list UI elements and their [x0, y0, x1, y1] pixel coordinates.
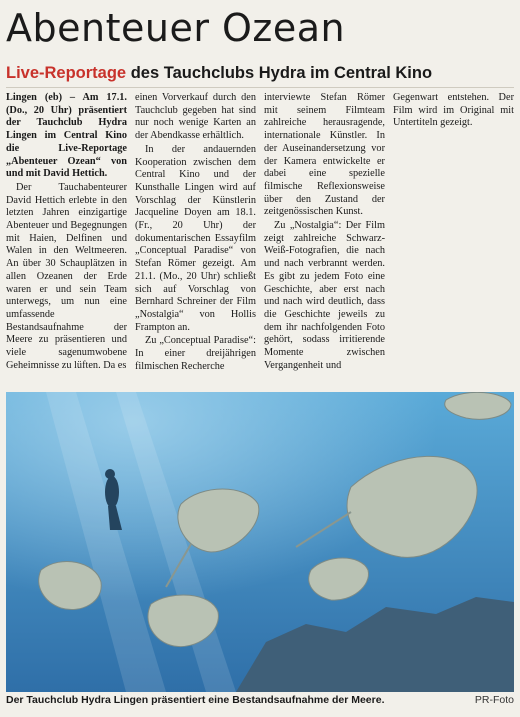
subhead-rest: des Tauchclubs Hydra im Central Kino [126, 64, 433, 82]
photo-caption: Der Tauchclub Hydra Lingen präsentiert eine Bestandsaufnahme der Meere. [6, 694, 385, 706]
photo-manta-rays [6, 392, 514, 692]
subhead-accent: Live-Reportage [6, 64, 127, 82]
column-1 [6, 92, 127, 373]
column-2 [135, 92, 256, 374]
article-body [6, 92, 514, 377]
underwater-scene [6, 392, 514, 692]
column-4 [393, 92, 514, 131]
subheadline [6, 64, 432, 83]
paragraph-1-cont: einen Vorverkauf durch den Tauchclub gegeben hat sind nur noch wenige Karten an der Abendkasse erhältlich. [135, 92, 256, 142]
divider [6, 87, 514, 88]
paragraph-3-cont: interviewte Stefan Römer mit seinem Filmteam zahlreiche herausragende, internationale Künstler. In der Auseinandersetzung vor der Kamera entwickelte er dabei eine spezielle filmische Reflexionsweise über den Zustand der zeitgenössischen Kunst. [264, 92, 385, 218]
paragraph-2: In der andauernden Kooperation zwischen dem Central Kino und der Kunsthalle Lingen wird auf Vorschlag der Künstlerin Jacqueline Doyen am 18.1. (Fr., 20 Uhr) der dokumentarischen Essayfilm „Conceptual Paradise“ von Stefan Römer gezeigt. Am 21.1. (Mo., 20 Uhr) schließt sich auf Vorschlag von Bernhard Schreiner der Film „Nostalgia“ von Hollis Frampton an. [135, 143, 256, 333]
lead-paragraph: Lingen (eb) – Am 17.1. (Do., 20 Uhr) präsentiert der Tauchclub Hydra Lingen im Central Kino die Live-Reportage „Abenteuer Ozean“ von und mit David Hettich. [6, 92, 127, 180]
paragraph-3: Zu „Conceptual Paradise“: In einer dreijährigen filmischen Recherche [135, 335, 256, 372]
paragraph-4: Zu „Nostalgia“: Der Film zeigt zahlreiche Schwarz-Weiß-Fotografien, die nach und nach verbrannt werden. Es gibt zu jedem Foto eine Geschichte, aber erst nach und nach wird deutlich, dass die Geschichte jeweils zu dem ihr nachfolgenden Foto gehört, sodass irritierende Momente zwischen Vergangenheit und [264, 220, 385, 371]
column-3 [264, 92, 385, 373]
paragraph-1: Der Tauchabenteurer David Hettich erlebte in den letzten Jahren einzigartige Abenteuer und Begegnungen mit Haien, Delfinen und Walen in den Weltmeeren. An über 30 Schauplätzen in allen Ozeanen der Erde waren er und sein Team unterwegs, um nun eine umfassende Bestandsaufnahme der Meere zu präsentieren und viele sagenumwobene Geheimnisse zu lüften. Da es [6, 181, 127, 371]
headline: Abenteuer Ozean [6, 6, 346, 50]
paragraph-4-cont: Gegenwart entstehen. Der Film wird im Original mit Untertiteln gezeigt. [393, 92, 514, 129]
photo-credit: PR-Foto [474, 694, 514, 706]
